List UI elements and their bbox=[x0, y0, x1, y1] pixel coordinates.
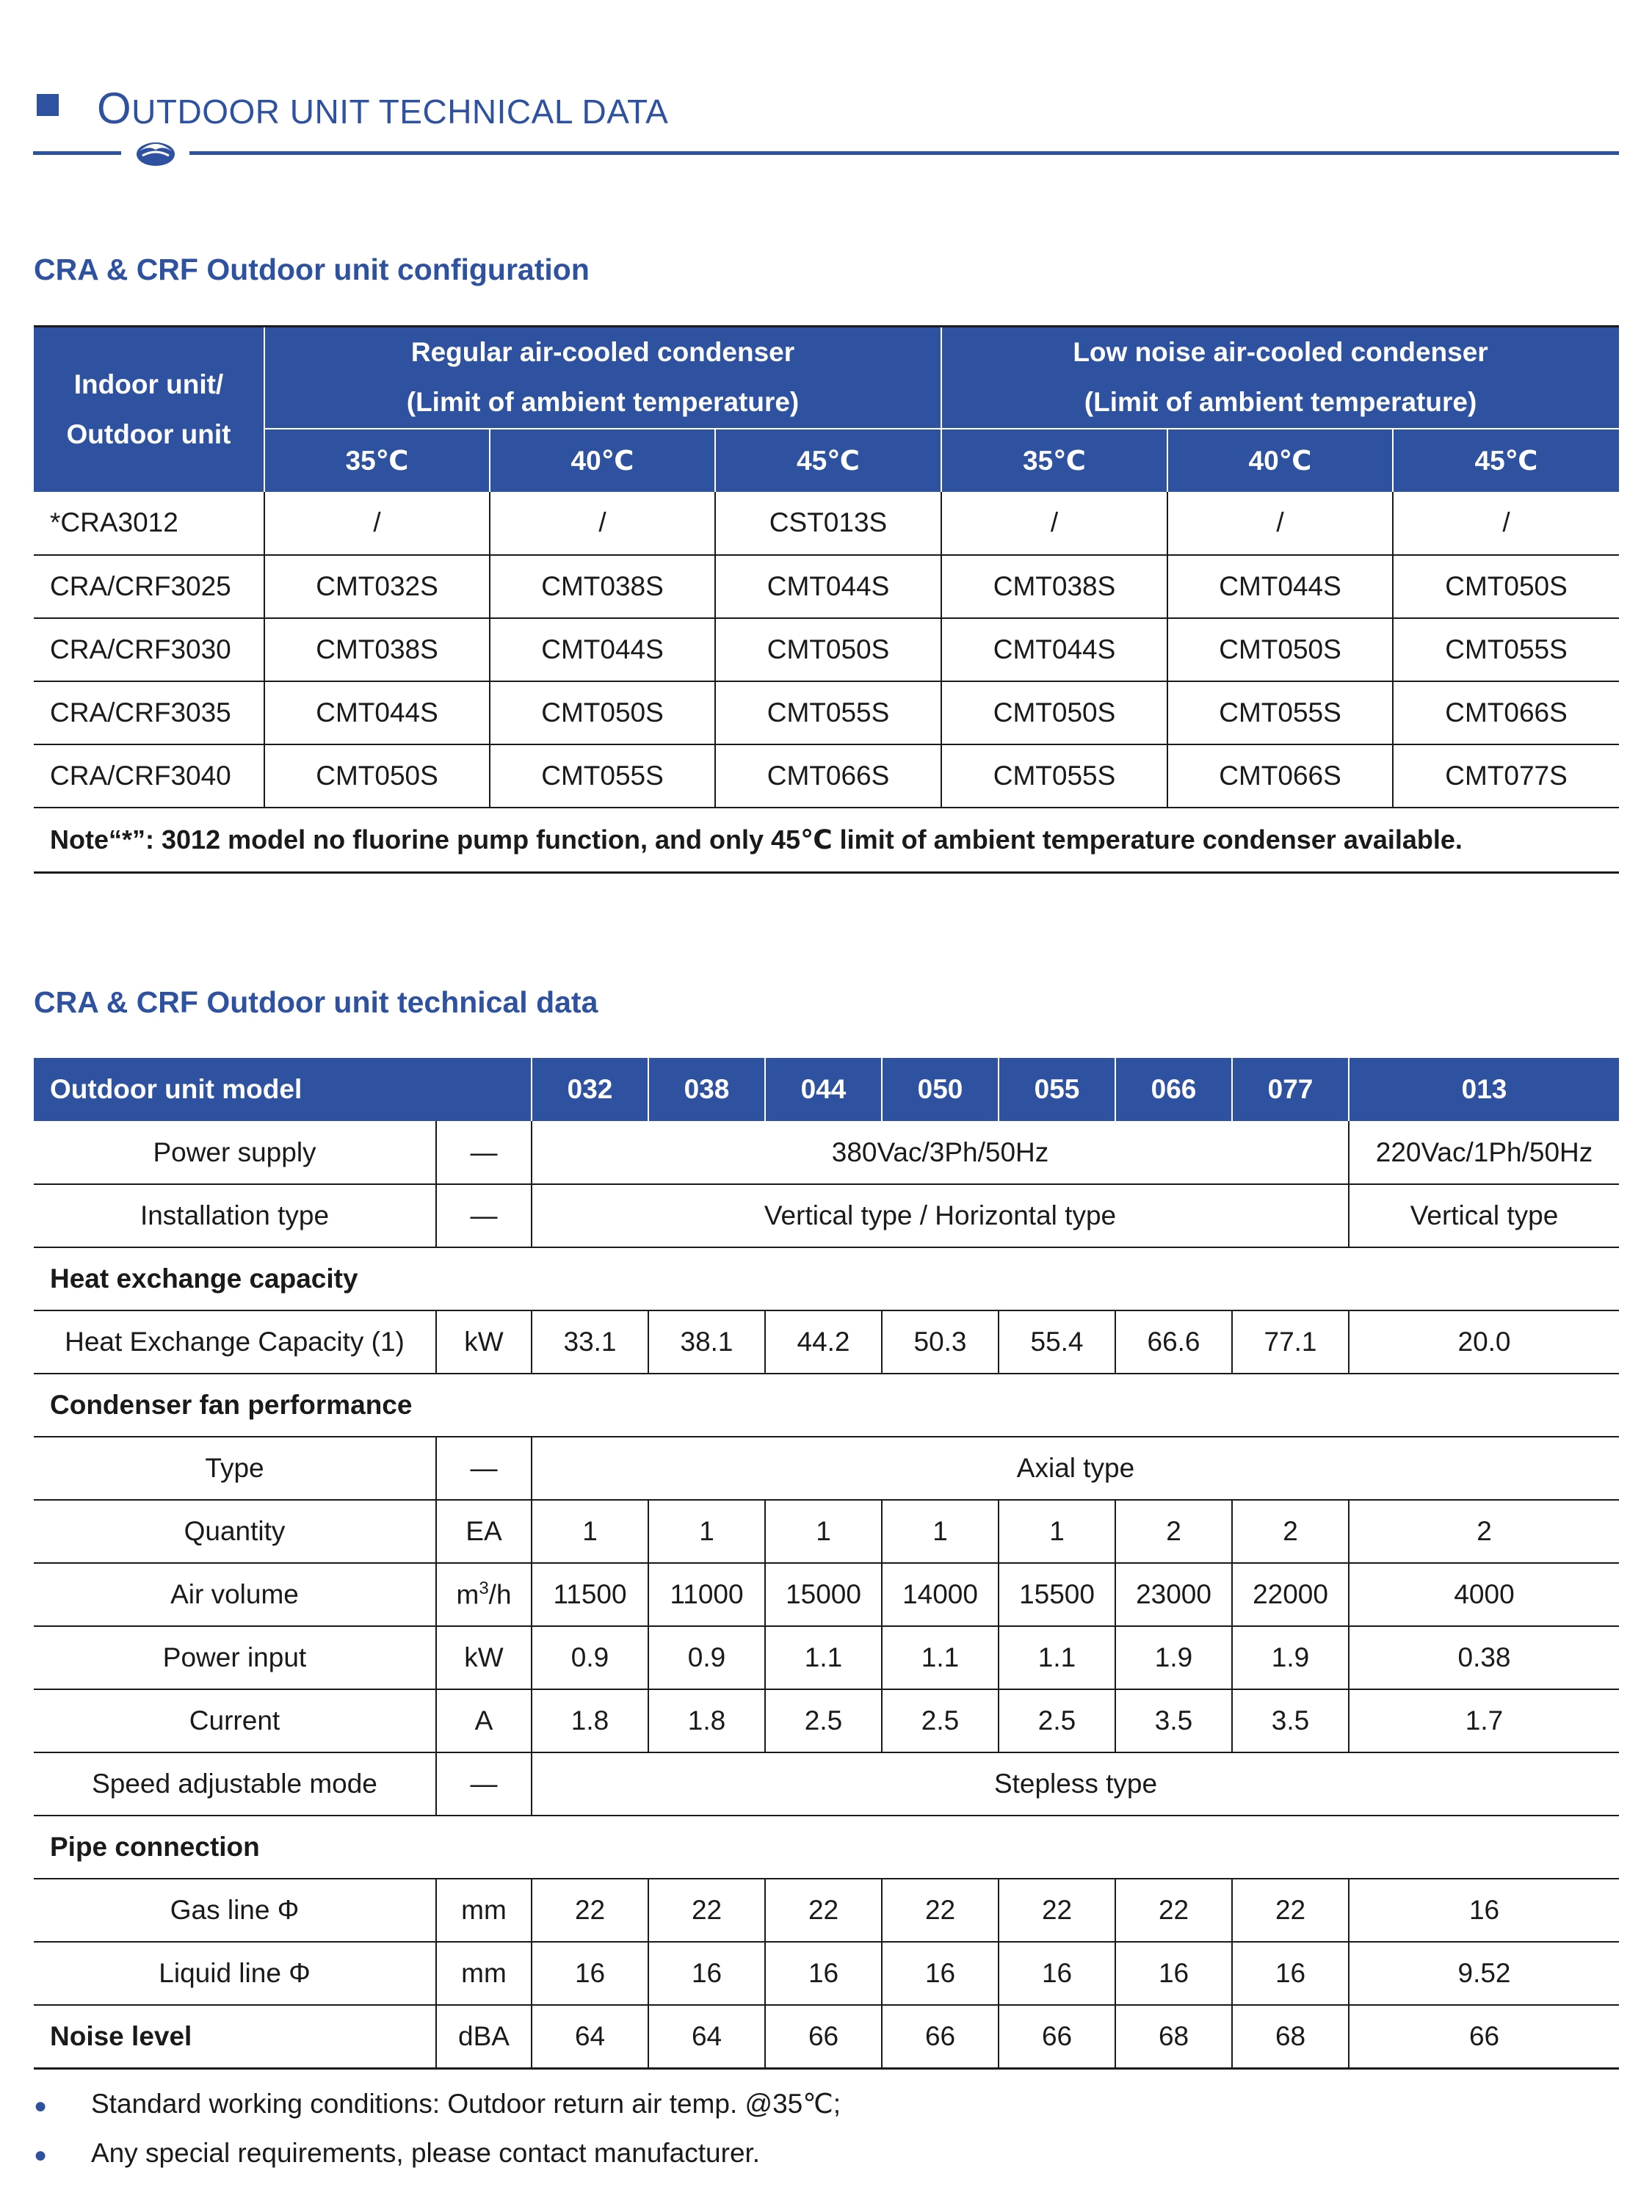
temp-header: 35℃ bbox=[941, 429, 1167, 492]
heat-capacity-row bbox=[34, 1310, 1619, 1374]
table-cell: 16 bbox=[1232, 1942, 1349, 2005]
table-cell: CMT044S bbox=[264, 681, 490, 744]
indoor-header-line2: Outdoor unit bbox=[66, 418, 231, 449]
table-cell: 55.4 bbox=[999, 1310, 1115, 1374]
row-label: Current bbox=[34, 1689, 436, 1752]
table-cell: 4000 bbox=[1349, 1563, 1619, 1626]
row-label: Installation type bbox=[34, 1184, 436, 1247]
table-cell: CMT050S bbox=[1393, 555, 1619, 618]
row-unit: kW bbox=[436, 1310, 532, 1374]
air-volume-row bbox=[34, 1563, 1619, 1626]
table-cell: 2.5 bbox=[999, 1689, 1115, 1752]
table-cell: 66 bbox=[999, 2005, 1115, 2068]
current-row bbox=[34, 1689, 1619, 1752]
table-cell: 11500 bbox=[532, 1563, 648, 1626]
table-cell: / bbox=[941, 492, 1167, 555]
table-cell: 66.6 bbox=[1115, 1310, 1232, 1374]
table-cell: 16 bbox=[532, 1942, 648, 2005]
table-row bbox=[34, 492, 1619, 555]
fan-quantity-row bbox=[34, 1500, 1619, 1563]
table-cell: 20.0 bbox=[1349, 1310, 1619, 1374]
footnote-text: Any special requirements, please contact manufacturer. bbox=[91, 2138, 761, 2168]
temp-header: 35℃ bbox=[264, 429, 490, 492]
row-unit: — bbox=[436, 1752, 532, 1816]
table-cell: 66 bbox=[882, 2005, 999, 2068]
row-label: Power input bbox=[34, 1626, 436, 1689]
row-model: CRA/CRF3025 bbox=[34, 555, 264, 618]
table-cell: 38.1 bbox=[648, 1310, 765, 1374]
configuration-table bbox=[34, 325, 1619, 874]
config-section-title: CRA & CRF Outdoor unit configuration bbox=[34, 253, 590, 286]
bullet-icon: ● bbox=[34, 2143, 48, 2167]
table-cell: 2 bbox=[1232, 1500, 1349, 1563]
indoor-header-line1: Indoor unit/ bbox=[73, 369, 224, 399]
table-cell: 16 bbox=[1349, 1879, 1619, 1942]
table-cell: CMT050S bbox=[941, 681, 1167, 744]
section-row bbox=[34, 1816, 1619, 1879]
section-label: Condenser fan performance bbox=[34, 1374, 1619, 1437]
table-cell: 22000 bbox=[1232, 1563, 1349, 1626]
table-cell: CMT066S bbox=[1393, 681, 1619, 744]
title-rule-right bbox=[189, 151, 1619, 155]
table-cell: 77.1 bbox=[1232, 1310, 1349, 1374]
noise-level-row bbox=[34, 2005, 1619, 2068]
table-cell: CMT044S bbox=[941, 618, 1167, 681]
table-cell: 64 bbox=[532, 2005, 648, 2068]
table-cell: CMT055S bbox=[1393, 618, 1619, 681]
table-cell: Vertical type bbox=[1349, 1184, 1619, 1247]
table-cell: CMT032S bbox=[264, 555, 490, 618]
regular-condenser-header bbox=[264, 327, 941, 429]
model-code: 013 bbox=[1349, 1058, 1619, 1121]
table-cell: 2 bbox=[1349, 1500, 1619, 1563]
table-cell: 68 bbox=[1232, 2005, 1349, 2068]
table-cell: 1 bbox=[765, 1500, 882, 1563]
liquid-line-row bbox=[34, 1942, 1619, 2005]
unit-base: m bbox=[456, 1579, 479, 1610]
model-code: 077 bbox=[1232, 1058, 1349, 1121]
table-cell: Axial type bbox=[532, 1437, 1619, 1500]
table-cell: CMT066S bbox=[1167, 744, 1393, 808]
row-unit bbox=[436, 1563, 532, 1626]
table-cell: / bbox=[490, 492, 715, 555]
model-code: 066 bbox=[1115, 1058, 1232, 1121]
row-unit: — bbox=[436, 1184, 532, 1247]
table-cell: 33.1 bbox=[532, 1310, 648, 1374]
table-cell: CST013S bbox=[715, 492, 941, 555]
table-cell: CMT066S bbox=[715, 744, 941, 808]
row-unit: mm bbox=[436, 1879, 532, 1942]
row-label: Quantity bbox=[34, 1500, 436, 1563]
title-rule-left bbox=[33, 151, 121, 155]
indoor-outdoor-header bbox=[34, 327, 264, 492]
table-cell: CMT038S bbox=[941, 555, 1167, 618]
tech-section-title: CRA & CRF Outdoor unit technical data bbox=[34, 985, 598, 1019]
table-cell: CMT055S bbox=[1167, 681, 1393, 744]
row-unit: — bbox=[436, 1437, 532, 1500]
table-cell: 0.38 bbox=[1349, 1626, 1619, 1689]
lownoise-header-line2: (Limit of ambient temperature) bbox=[1084, 387, 1477, 418]
table-cell: 15500 bbox=[999, 1563, 1115, 1626]
temp-header: 40℃ bbox=[1167, 429, 1393, 492]
table-cell: 1.1 bbox=[999, 1626, 1115, 1689]
footnote-text: Standard working conditions: Outdoor return air temp. @35℃; bbox=[91, 2089, 841, 2119]
table-cell: 3.5 bbox=[1115, 1689, 1232, 1752]
table-cell: 380Vac/3Ph/50Hz bbox=[532, 1121, 1349, 1184]
table-cell: 2.5 bbox=[765, 1689, 882, 1752]
table-cell: / bbox=[1167, 492, 1393, 555]
row-model: CRA/CRF3040 bbox=[34, 744, 264, 808]
table-cell: 1.1 bbox=[765, 1626, 882, 1689]
row-unit: EA bbox=[436, 1500, 532, 1563]
model-code: 050 bbox=[882, 1058, 999, 1121]
unit-tail: /h bbox=[488, 1579, 512, 1610]
speed-mode-row bbox=[34, 1752, 1619, 1816]
table-cell: 22 bbox=[1232, 1879, 1349, 1942]
gas-line-row bbox=[34, 1879, 1619, 1942]
table-cell: 1 bbox=[532, 1500, 648, 1563]
row-unit: mm bbox=[436, 1942, 532, 2005]
table-cell: 16 bbox=[648, 1942, 765, 2005]
section-row bbox=[34, 1374, 1619, 1437]
table-cell: 2 bbox=[1115, 1500, 1232, 1563]
config-note: Note“*”: 3012 model no fluorine pump function, and only 45℃ limit of ambient temperature condenser available. bbox=[34, 808, 1619, 873]
table-cell: CMT044S bbox=[715, 555, 941, 618]
table-cell: 16 bbox=[765, 1942, 882, 2005]
row-label: Speed adjustable mode bbox=[34, 1752, 436, 1816]
table-cell: CMT038S bbox=[264, 618, 490, 681]
technical-data-table bbox=[34, 1058, 1619, 2070]
table-cell: CMT055S bbox=[715, 681, 941, 744]
model-header-label: Outdoor unit model bbox=[34, 1058, 532, 1121]
bullet-icon: ● bbox=[34, 2094, 48, 2118]
model-code: 044 bbox=[765, 1058, 882, 1121]
title-square-icon bbox=[37, 94, 59, 116]
section-label: Pipe connection bbox=[34, 1816, 1619, 1879]
table-cell: 14000 bbox=[882, 1563, 999, 1626]
row-label: Heat Exchange Capacity (1) bbox=[34, 1310, 436, 1374]
power-input-row bbox=[34, 1626, 1619, 1689]
table-cell: 66 bbox=[1349, 2005, 1619, 2068]
section-label: Heat exchange capacity bbox=[34, 1247, 1619, 1310]
regular-header-line1: Regular air-cooled condenser bbox=[410, 337, 795, 367]
table-cell: 1.9 bbox=[1232, 1626, 1349, 1689]
table-cell: / bbox=[264, 492, 490, 555]
table-cell: 50.3 bbox=[882, 1310, 999, 1374]
table-row bbox=[34, 681, 1619, 744]
lownoise-header-line1: Low noise air-cooled condenser bbox=[1073, 337, 1488, 367]
table-cell: 1 bbox=[882, 1500, 999, 1563]
brand-logo-icon bbox=[134, 132, 178, 169]
table-cell: 16 bbox=[882, 1942, 999, 2005]
footnote-item bbox=[34, 2139, 760, 2166]
table-cell: 64 bbox=[648, 2005, 765, 2068]
row-unit: — bbox=[436, 1121, 532, 1184]
table-cell: / bbox=[1393, 492, 1619, 555]
table-cell: 22 bbox=[999, 1879, 1115, 1942]
table-cell: 11000 bbox=[648, 1563, 765, 1626]
table-row bbox=[34, 555, 1619, 618]
power-supply-row bbox=[34, 1121, 1619, 1184]
row-label: Noise level bbox=[34, 2005, 436, 2068]
table-cell: CMT044S bbox=[1167, 555, 1393, 618]
table-cell: 220Vac/1Ph/50Hz bbox=[1349, 1121, 1619, 1184]
row-label: Power supply bbox=[34, 1121, 436, 1184]
model-code: 055 bbox=[999, 1058, 1115, 1121]
table-cell: 1.8 bbox=[648, 1689, 765, 1752]
fan-type-row bbox=[34, 1437, 1619, 1500]
lownoise-condenser-header bbox=[941, 327, 1619, 429]
table-cell: 1.1 bbox=[882, 1626, 999, 1689]
table-cell: 0.9 bbox=[648, 1626, 765, 1689]
table-cell: 23000 bbox=[1115, 1563, 1232, 1626]
table-cell: 3.5 bbox=[1232, 1689, 1349, 1752]
table-cell: 1 bbox=[648, 1500, 765, 1563]
table-cell: 16 bbox=[999, 1942, 1115, 2005]
table-cell: 22 bbox=[765, 1879, 882, 1942]
table-cell: 22 bbox=[532, 1879, 648, 1942]
table-cell: 9.52 bbox=[1349, 1942, 1619, 2005]
table-cell: 44.2 bbox=[765, 1310, 882, 1374]
table-row bbox=[34, 618, 1619, 681]
table-cell: 22 bbox=[882, 1879, 999, 1942]
footnote-item bbox=[34, 2090, 841, 2117]
temp-header: 40℃ bbox=[490, 429, 715, 492]
row-label: Liquid line Φ bbox=[34, 1942, 436, 2005]
table-cell: 1.9 bbox=[1115, 1626, 1232, 1689]
table-cell: 1.8 bbox=[532, 1689, 648, 1752]
table-cell: Stepless type bbox=[532, 1752, 1619, 1816]
temp-header: 45℃ bbox=[715, 429, 941, 492]
table-cell: CMT055S bbox=[941, 744, 1167, 808]
page-title-initial: O bbox=[97, 84, 132, 133]
row-label: Gas line Φ bbox=[34, 1879, 436, 1942]
row-model: CRA/CRF3035 bbox=[34, 681, 264, 744]
table-cell: CMT044S bbox=[490, 618, 715, 681]
page-title-rest: UTDOOR UNIT TECHNICAL DATA bbox=[131, 93, 669, 131]
table-cell: CMT050S bbox=[715, 618, 941, 681]
temp-header: 45℃ bbox=[1393, 429, 1619, 492]
table-cell: CMT050S bbox=[490, 681, 715, 744]
table-cell: 22 bbox=[1115, 1879, 1232, 1942]
table-cell: 1 bbox=[999, 1500, 1115, 1563]
table-cell: CMT050S bbox=[1167, 618, 1393, 681]
row-unit: dBA bbox=[436, 2005, 532, 2068]
row-label: Air volume bbox=[34, 1563, 436, 1626]
row-unit: kW bbox=[436, 1626, 532, 1689]
unit-superscript: 3 bbox=[479, 1578, 489, 1599]
page-title bbox=[97, 84, 669, 133]
table-cell: Vertical type / Horizontal type bbox=[532, 1184, 1349, 1247]
table-cell: 22 bbox=[648, 1879, 765, 1942]
table-cell: CMT055S bbox=[490, 744, 715, 808]
table-cell: 16 bbox=[1115, 1942, 1232, 2005]
table-cell: 68 bbox=[1115, 2005, 1232, 2068]
installation-row bbox=[34, 1184, 1619, 1247]
model-code: 038 bbox=[648, 1058, 765, 1121]
table-cell: 2.5 bbox=[882, 1689, 999, 1752]
table-cell: CMT050S bbox=[264, 744, 490, 808]
model-code: 032 bbox=[532, 1058, 648, 1121]
table-cell: 15000 bbox=[765, 1563, 882, 1626]
regular-header-line2: (Limit of ambient temperature) bbox=[406, 387, 800, 418]
table-row bbox=[34, 744, 1619, 808]
table-cell: 66 bbox=[765, 2005, 882, 2068]
table-cell: 1.7 bbox=[1349, 1689, 1619, 1752]
row-unit: A bbox=[436, 1689, 532, 1752]
row-model: *CRA3012 bbox=[34, 492, 264, 555]
table-cell: CMT077S bbox=[1393, 744, 1619, 808]
row-label: Type bbox=[34, 1437, 436, 1500]
section-row bbox=[34, 1247, 1619, 1310]
row-model: CRA/CRF3030 bbox=[34, 618, 264, 681]
table-cell: 0.9 bbox=[532, 1626, 648, 1689]
table-cell: CMT038S bbox=[490, 555, 715, 618]
